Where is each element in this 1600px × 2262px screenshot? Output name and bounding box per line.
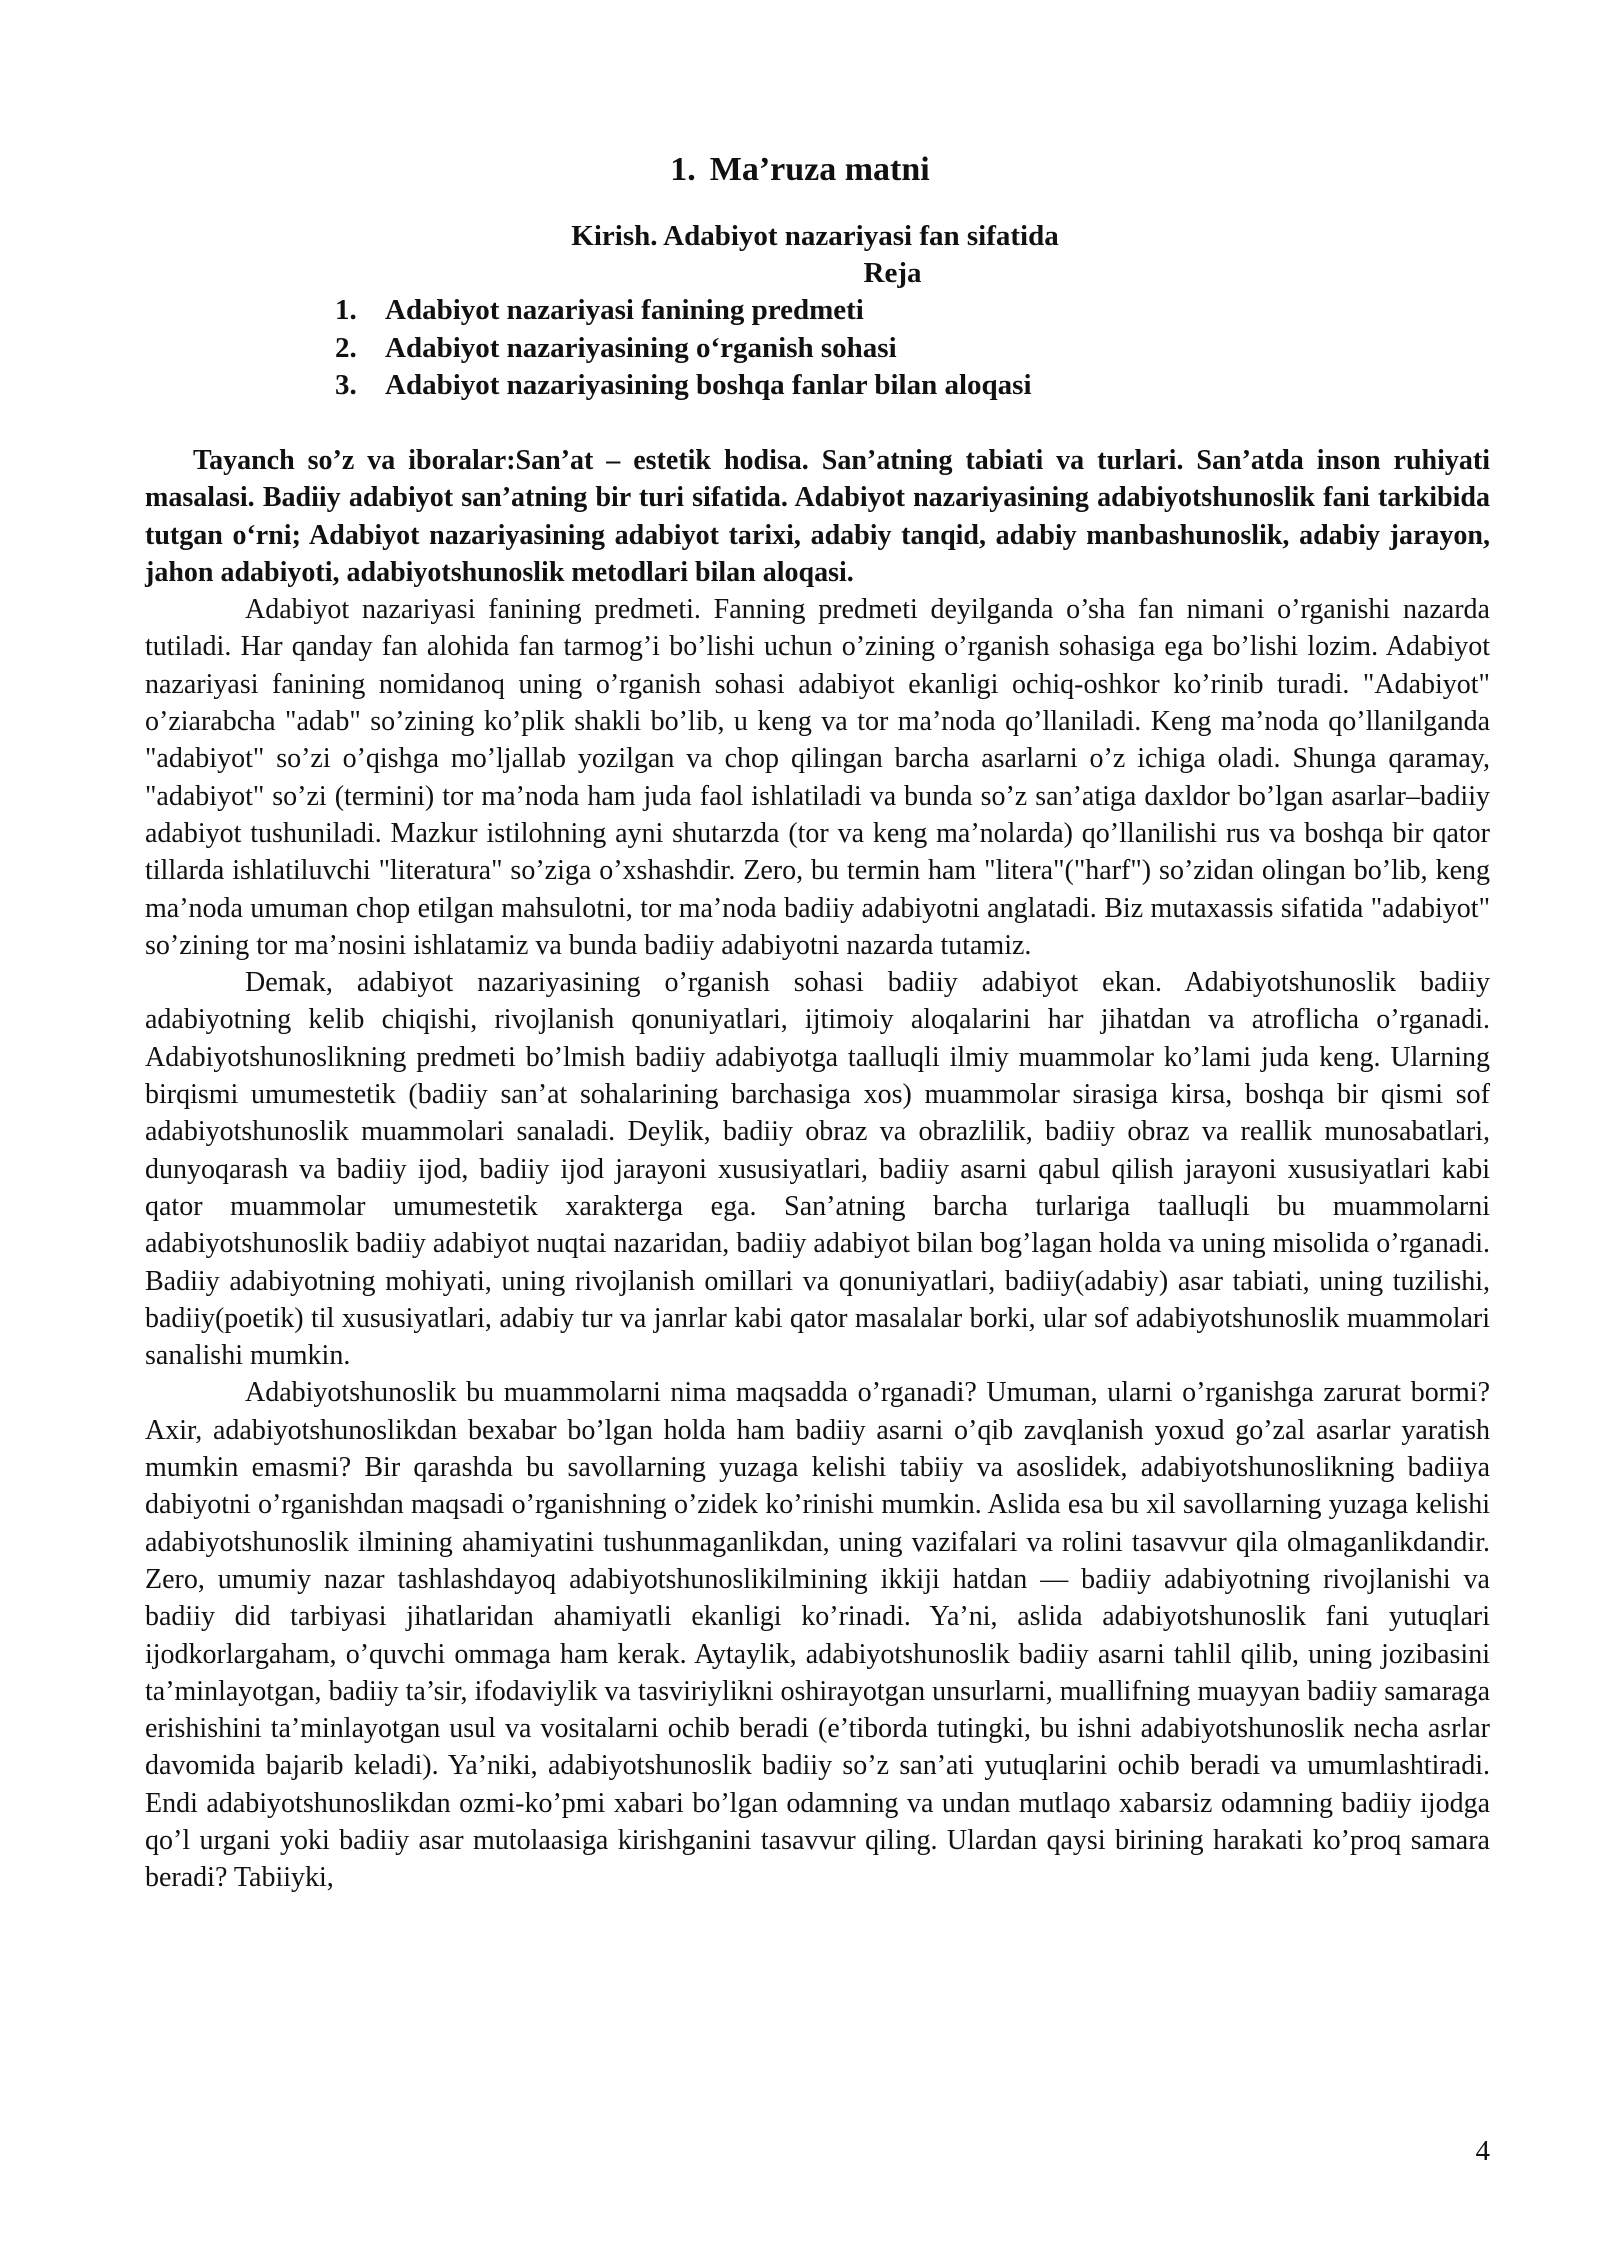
title-text: Ma’ruza matni [709,151,930,188]
body-paragraph: Demak, adabiyot nazariyasining o’rganish sohasi badiiy adabiyot ekan. Adabiyotshunoslik badiiy adabiyotning kelib chiqishi, rivojlanish qonuniyatlari, ijtimoiy aloqalarini har jihatdan va atroflicha o’rganadi. Adabiyotshunoslikning predmeti bo’lmish badiiy adabiyotga taalluqli ilmiy muammolar ko’lami juda keng. Ularning birqismi umumestetik (badiiy san’at sohalarining barchasiga xos) muammolar sirasiga kirsa, boshqa bir qismi sof adabiyotshunoslik muammolari sanaladi. Deylik, badiiy obraz va obrazlilik, badiiy obraz va reallik munosabatlari, dunyoqarash va badiiy ijod, badiiy ijod jarayoni xususiyatlari, badiiy asarni qabul qilish jarayoni xususiyatlari kabi qator muammolar umumestetik xarakterga ega. San’atning barcha turlariga taalluqli bu muammolarni adabiyotshunoslik badiiy adabiyot nuqtai nazaridan, badiiy adabiyot bilan bog’lagan holda va uning misolida o’rganadi. Badiiy adabiyotning mohiyati, uning rivojlanish omillari va qonuniyatlari, badiiy(adabiy) asar tabiati, uning tuzilishi, badiiy(poetik) til xususiyatlari, adabiy tur va janrlar kabi qator masalalar borki, ular sof adabiyotshunoslik muammolari sanalishi mumkin. [145,967,1490,1372]
plan-list [335,292,1032,405]
plan-item-text: Adabiyot nazariyasining o‘rganish sohasi [385,331,897,364]
plan-item [335,292,1032,330]
page-title [0,150,1600,190]
plan-item-text: Adabiyot nazariyasi fanining predmeti [385,294,864,326]
plan-item-number: 2. [335,331,357,364]
plan-item-number: 1. [335,294,357,326]
body-paragraph: Adabiyotshunoslik bu muammolarni nima maqsadda o’rganadi? Umuman, ularni o’rganishga zarurat bormi? Axir, adabiyotshunoslikdan bexabar bo’lgan holda ham badiiy asarni o’qib zavqlanish yoxud go’zal asarlar yaratish mumkin emasmi? Bir qarashda bu savollarning yuzaga kelishi tabiiy va asoslidek, adabiyotshunoslikning badiiya dabiyotni o’rganishdan maqsadi o’rganishning o’zidek ko’rinishi mumkin. Aslida esa bu xil savollarning yuzaga kelishi adabiyotshunoslik ilmining ahamiyatini tushunmaganlikdan, uning vazifalari va rolini tasavvur qila olmaganlikdandir. Zero, umumiy nazar tashlashdayoq adabiyotshunoslikilmining ikkiji hatdan — badiiy adabiyotning rivojlanishi va badiiy did tarbiyasi jihatlaridan ahamiyatli ekanligi ko’rinadi. Ya’ni, aslida adabiyotshunoslik fani yutuqlari ijodkorlargaham, o’quvchi ommaga ham kerak. Aytaylik, adabiyotshunoslik badiiy asarni tahlil qilib, uning jozibasini ta’minlayotgan, badiiy ta’sir, ifodaviylik va tasviriylikni oshirayotgan unsurlarni, muallifning muayyan badiiy samaraga erishishini ta’minlayotgan usul va vositalarni ochib beradi (e’tiborda tutingki, bu ishni adabiyotshunoslik necha asrlar davomida bajarib keladi). Ya’niki, adabiyotshunoslik badiiy so’z san’ati yutuqlarini ochib beradi va umumlashtiradi. Endi adabiyotshunoslikdan ozmi-ko’pmi xabari bo’lgan odamning va undan mutlaqo xabarsiz odamning badiiy ijodga qo’l urgani yoki badiiy asar mutolaasiga kirishganini tasavvur qiling. Ulardan qaysi birining harakati ko’proq samara beradi? Tabiiyki, [145,1377,1490,1894]
plan-item-number: 3. [335,369,357,401]
body-text [145,442,1490,1897]
keywords-paragraph: Tayanch so’z va iboralar:San’at – estetik hodisa. San’atning tabiati va turlari. San’atda inson ruhiyati masalasi. Badiiy adabiyot san’atning bir turi sifatida. Adabiyot nazariyasining adabiyotshunoslik fani tarkibida tutgan o‘rni; Adabiyot nazariyasining adabiyot tarixi, adabiy tanqid, adabiy manbashunoslik, adabiy jarayon, jahon adabiyoti, adabiyotshunoslik metodlari bilan aloqasi. [145,445,1490,588]
plan-item-text: Adabiyot nazariyasining boshqa fanlar bilan aloqasi [385,369,1032,401]
plan-item [335,330,1032,368]
lecture-subtitle: Kirish. Adabiyot nazariyasi fan sifatida [571,220,1059,252]
plan-item [335,367,1032,405]
body-paragraph: Adabiyot nazariyasi fanining predmeti. Fanning predmeti deyilganda o’sha fan nimani o’rganishi nazarda tutiladi. Har qanday fan alohida fan tarmog’i bo’lishi uchun o’zining o’rganish sohasiga ega bo’lishi lozim. Adabiyot nazariyasi fanining nomidanoq uning o’rganish sohasi adabiyot ekanligi ochiq-oshkor ko’rinib turadi. "Adabiyot" o’ziarabcha "adab" so’zining ko’plik shakli bo’lib, u keng va tor ma’noda qo’llaniladi. Keng ma’noda qo’llanilganda "adabiyot" so’zi o’qishga mo’ljallab yozilgan va chop qilingan barcha asarlarni o’z ichiga oladi. Shunga qaramay, "adabiyot" so’zi (termini) tor ma’noda ham juda faol ishlatiladi va bunda so’z san’atiga daxldor bo’lgan asarlar–badiiy adabiyot tushuniladi. Mazkur istilohning ayni shutarzda (tor va keng ma’nolarda) qo’llanilishi rus va boshqa bir qator tillarda ishlatiluvchi "literatura" so’ziga o’xshashdir. Zero, bu termin ham "litera"("harf") so’zidan olingan bo’lib, keng ma’noda umuman chop etilgan mahsulotni, tor ma’noda badiiy adabiyotni anglatadi. Biz mutaxassis sifatida "adabiyot" so’zining tor ma’nosini ishlatamiz va bunda badiiy adabiyotni nazarda tutamiz. [145,594,1490,961]
page-number: 4 [1475,2135,1490,2167]
title-number: 1. [670,151,696,188]
plan-heading: Reja [863,257,922,289]
